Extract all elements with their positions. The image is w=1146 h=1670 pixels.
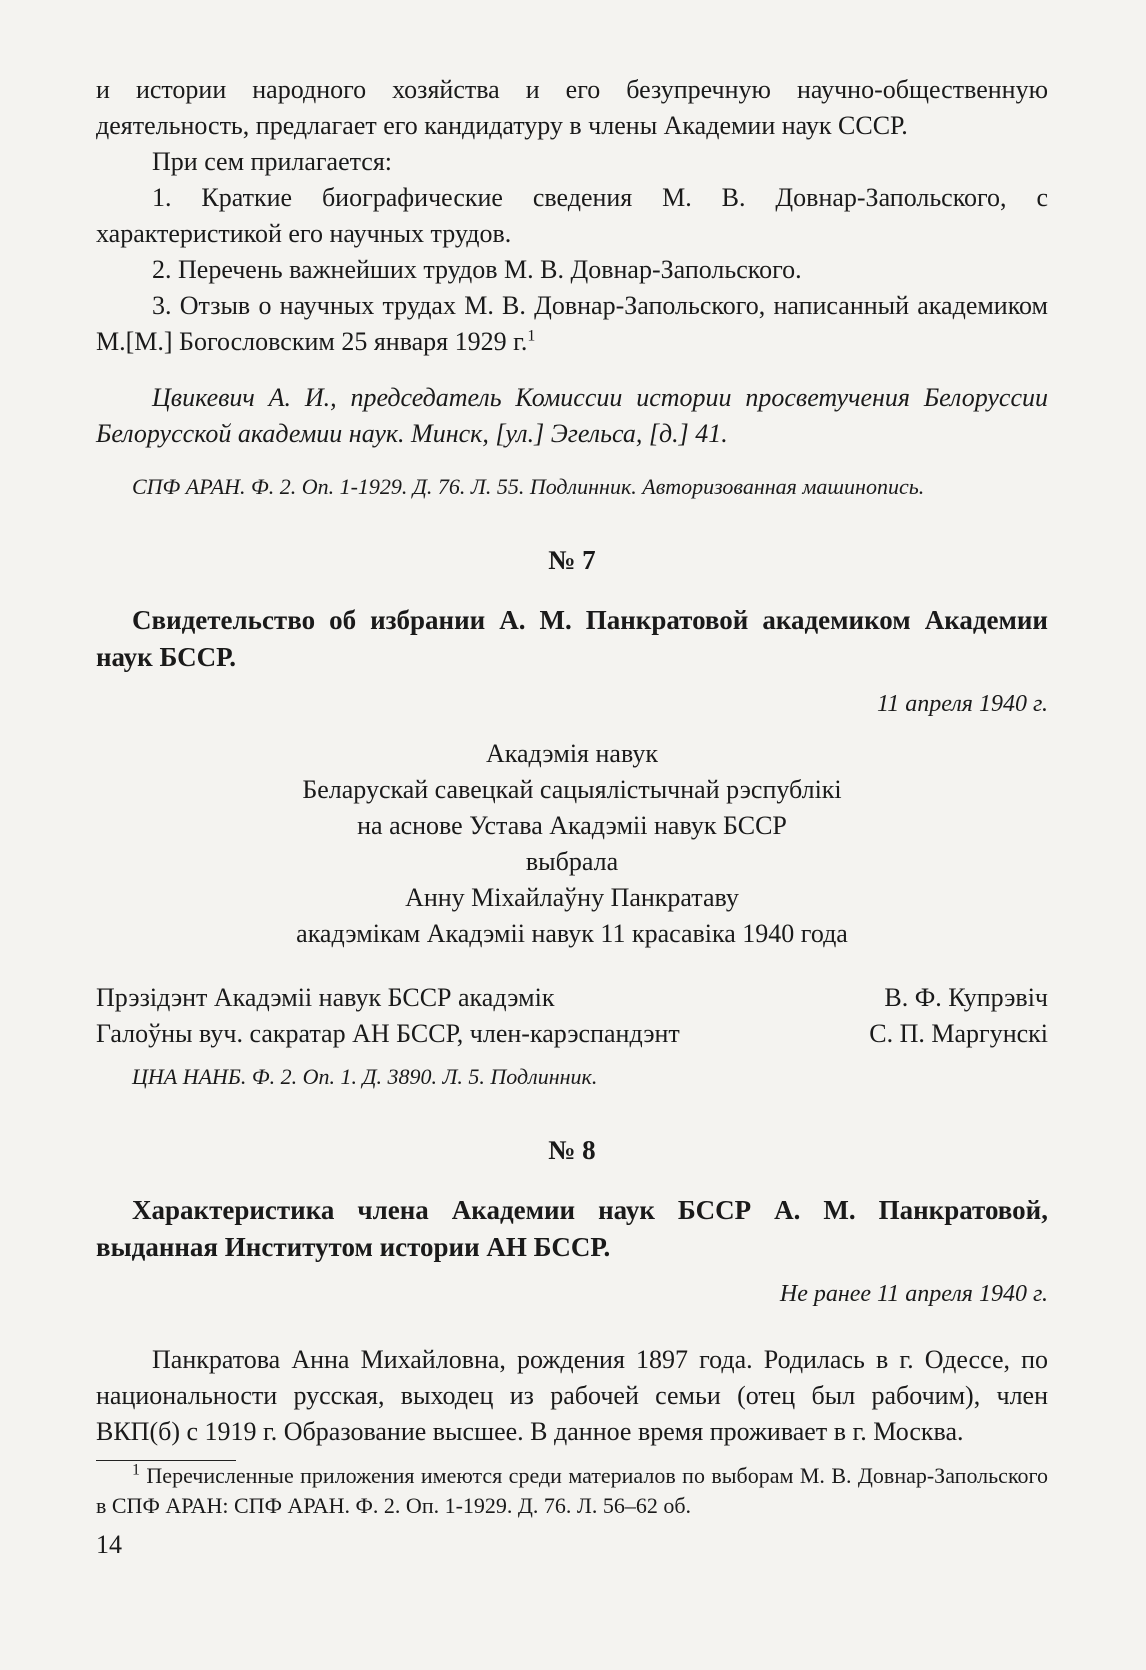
document-number-7: № 7: [548, 545, 596, 575]
characteristic-body: Панкратова Анна Михайловна, рождения 1897 года. Родилась в г. Одессе, по национальности русская, выходец из рабочей семьи (отец был рабочим), член ВКП(б) с 1919 г. Образование высшее. В данное время проживает в г. Москва.: [96, 1345, 1048, 1446]
certificate-line: на аснове Устава Акадэміі навук БССР: [357, 811, 787, 840]
attached-heading: При сем прилагается:: [152, 147, 393, 176]
footnote-text: Перечисленные приложения имеются среди материалов по выборам М. В. Довнар-Запольского в СПФ АРАН: СПФ АРАН. Ф. 2. Оп. 1-1929. Д. 76. Л. 56–62 об.: [96, 1463, 1048, 1518]
signature-row-2: [96, 1016, 1048, 1052]
certificate-line: Беларускай савецкай сацыялістычнай рэспублікі: [302, 775, 842, 804]
footnote-ref: 1: [527, 327, 536, 345]
signer-name-1: В. Ф. Купрэвіч: [884, 983, 1048, 1012]
document-title-8: Характеристика члена Академии наук БССР А. М. Панкратовой, выданная Институтом истории АН БССР.: [96, 1195, 1048, 1262]
document-date-7: 11 апреля 1940 г.: [877, 691, 1048, 717]
page-content: [96, 72, 1048, 1521]
certificate-line: Анну Міхайлаўну Панкратаву: [405, 883, 739, 912]
signature-block: Цвикевич А. И., председатель Комиссии истории просветучения Белоруссии Белорусской академии наук. Минск, [ул.] Эгельса, [д.] 41.: [96, 383, 1048, 448]
footnote: [96, 1461, 1048, 1521]
archive-reference-2: ЦНА НАНБ. Ф. 2. Оп. 1. Д. 3890. Л. 5. Подлинник.: [132, 1064, 598, 1089]
signer-role-1: Прэзідэнт Акадэміі навук БССР акадэмік: [96, 983, 555, 1012]
signature-row-1: [96, 980, 1048, 1016]
certificate-line: выбрала: [525, 847, 619, 876]
attached-item-3-text: 3. Отзыв о научных трудах М. В. Довнар-Запольского, написанный академиком М.[М.] Богословским 25 января 1929 г.: [96, 291, 1048, 356]
certificate-text: [96, 736, 1048, 952]
document-number-8: № 8: [548, 1135, 596, 1165]
attached-item-1: 1. Краткие биографические сведения М. В. Довнар-Запольского, с характеристикой его научных трудов.: [96, 183, 1048, 248]
signatures: [96, 980, 1048, 1052]
signer-name-2: С. П. Маргунскі: [869, 1019, 1048, 1048]
certificate-line: акадэмікам Акадэміі навук 11 красавіка 1940 года: [296, 919, 848, 948]
archive-reference-1: СПФ АРАН. Ф. 2. Оп. 1-1929. Д. 76. Л. 55. Подлинник. Авторизованная машинопись.: [132, 474, 925, 499]
signer-role-2: Галоўны вуч. сакратар АН БССР, член-карэспандэнт: [96, 1019, 680, 1048]
attached-item-2: 2. Перечень важнейших трудов М. В. Довнар-Запольского.: [152, 255, 802, 284]
document-date-8: Не ранее 11 апреля 1940 г.: [779, 1281, 1048, 1307]
page-number: 14: [96, 1530, 122, 1559]
intro-paragraph: и истории народного хозяйства и его безупречную научно-общественную деятельность, предлагает его кандидатуру в члены Академии наук СССР.: [96, 75, 1048, 140]
certificate-line: Акадэмія навук: [486, 739, 658, 768]
document-title-7: Свидетельство об избрании А. М. Панкратовой академиком Академии наук БССР.: [96, 605, 1048, 672]
footnote-mark: 1: [132, 1461, 140, 1479]
attached-item-3: [96, 288, 1048, 360]
